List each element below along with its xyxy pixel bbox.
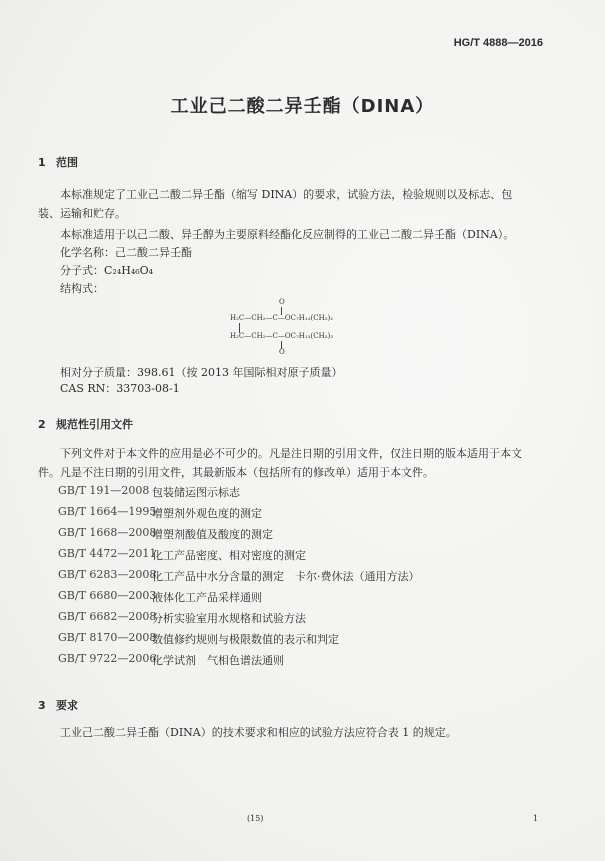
oxygen-top: O	[279, 298, 285, 306]
chemical-name: 化学名称：己二酸二异壬酯	[60, 246, 192, 259]
reference-code: GB/T 1668—2008	[58, 526, 157, 539]
section-number: 3	[38, 699, 46, 712]
reference-code: GB/T 1664—1995	[58, 505, 157, 518]
oxygen-bottom: O	[279, 348, 285, 356]
structure-line-2: H₂C—CH₂—C—OC₇H₁₃(CH₃)₂	[230, 332, 334, 340]
reference-title: 化学试剂 气相色谱法通则	[152, 654, 284, 667]
page-code: (15)	[247, 814, 264, 823]
reference-title: 增塑剂外观色度的测定	[152, 507, 262, 520]
paragraph: 工业己二酸二异壬酯（DINA）的技术要求和相应的试验方法应符合表 1 的规定。	[60, 726, 457, 739]
reference-title: 化工产品中水分含量的测定 卡尔·费休法（通用方法）	[152, 570, 420, 583]
section-number: 2	[38, 418, 46, 431]
structure-line-1: H₂C—CH₂—C—OC₇H₁₃(CH₃)₂	[230, 314, 334, 322]
paragraph: 本标准规定了工业己二酸二异壬酯（缩写 DINA）的要求，试验方法，检验规则以及标志、包	[60, 188, 513, 201]
reference-code: GB/T 8170—2008	[58, 631, 157, 644]
document-title: 工业己二酸二异壬酯（DINA）	[170, 96, 435, 117]
molecular-formula: 分子式：C₂₄H₄₆O₄	[60, 264, 154, 277]
section-2-heading	[38, 416, 133, 432]
structure-label: 结构式：	[60, 282, 104, 295]
standard-number: HG/T 4888—2016	[453, 37, 543, 49]
reference-code: GB/T 191—2008	[58, 484, 150, 497]
reference-title: 增塑剂酸值及酸度的测定	[152, 528, 273, 541]
reference-code: GB/T 6682—2008	[58, 610, 157, 623]
cas-number: CAS RN：33703-08-1	[60, 382, 180, 395]
reference-title: 数值修约规则与极限数值的表示和判定	[152, 633, 339, 646]
section-title: 要求	[56, 699, 78, 712]
section-3-heading	[38, 697, 78, 713]
paragraph: 下列文件对于本文件的应用是必不可少的。凡是注日期的引用文件，仅注日期的版本适用于本文	[60, 447, 522, 460]
reference-title: 液体化工产品采样通则	[152, 591, 262, 604]
section-title: 范围	[56, 156, 78, 169]
reference-code: GB/T 4472—2011	[58, 547, 157, 560]
paragraph: 本标准适用于以己二酸、异壬醇为主要原料经酯化反应制得的工业己二酸二异壬酯（DINA）。	[60, 228, 515, 241]
reference-title: 包装储运图示标志	[152, 486, 240, 499]
paragraph: 装、运输和贮存。	[38, 207, 126, 220]
reference-title: 化工产品密度、相对密度的测定	[152, 549, 306, 562]
reference-title: 分析实验室用水规格和试验方法	[152, 612, 306, 625]
section-1-heading	[38, 154, 78, 170]
reference-code: GB/T 6283—2008	[58, 568, 157, 581]
paragraph: 件。凡是不注日期的引用文件，其最新版本（包括所有的修改单）适用于本文件。	[38, 466, 434, 479]
section-title: 规范性引用文件	[56, 418, 133, 431]
reference-code: GB/T 6680—2003	[58, 589, 157, 602]
page-number: 1	[533, 814, 539, 823]
section-number: 1	[38, 156, 46, 169]
molecular-mass: 相对分子质量：398.61（按 2013 年国际相对原子质量）	[60, 366, 343, 379]
reference-code: GB/T 9722—2006	[58, 652, 157, 665]
